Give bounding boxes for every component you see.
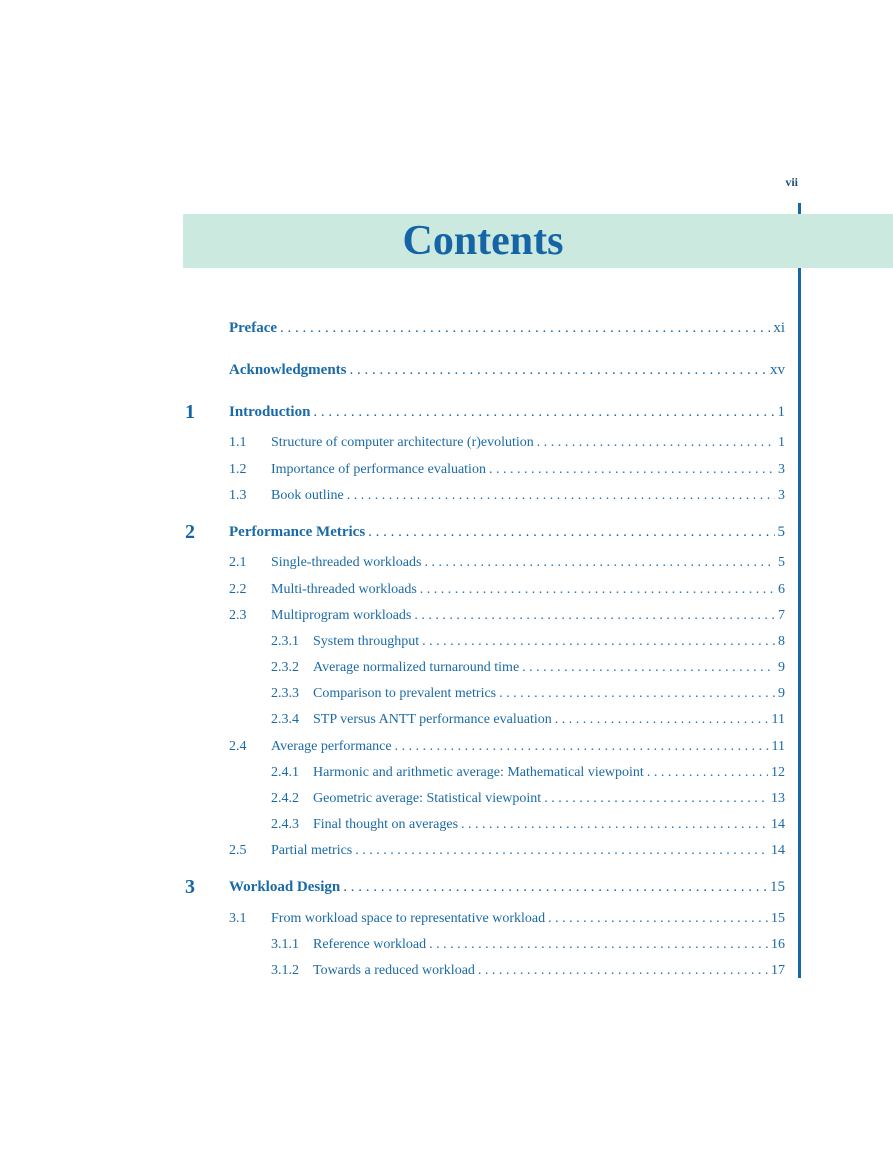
dot-leader [647, 763, 768, 783]
toc-subsection[interactable] [271, 658, 785, 678]
toc-subsection[interactable] [271, 789, 785, 809]
toc-entry-label: Geometric average: Statistical viewpoint [313, 791, 542, 806]
toc-entry-page: 15 [770, 879, 785, 895]
toc-chapter-workload-design[interactable] [229, 877, 785, 897]
dot-leader [350, 360, 767, 380]
subsection-number: 3.1.2 [271, 963, 299, 978]
dot-leader [368, 522, 774, 542]
toc-subsection[interactable] [271, 632, 785, 652]
section-number: 2.3 [229, 608, 247, 623]
toc-entry-page: 13 [771, 791, 785, 806]
dot-leader [461, 815, 768, 835]
dot-leader [422, 632, 775, 652]
subsection-number: 3.1.1 [271, 937, 299, 952]
toc-subsection[interactable] [271, 684, 785, 704]
toc-entry-label: Introduction [229, 404, 311, 420]
dot-leader [548, 909, 768, 929]
toc-subsection[interactable] [271, 710, 785, 730]
toc-subsection[interactable] [271, 815, 785, 835]
toc-entry-page: 9 [778, 686, 785, 701]
dot-leader [522, 658, 775, 678]
dot-leader [355, 841, 768, 861]
toc-entry-label: Book outline [271, 488, 344, 503]
dot-leader [489, 460, 775, 480]
toc-section[interactable] [229, 606, 785, 626]
toc-entry-page: 9 [778, 660, 785, 675]
toc-entry-acknowledgments[interactable] [229, 360, 785, 380]
toc-entry-page: xi [773, 320, 785, 336]
section-number: 2.1 [229, 555, 247, 570]
dot-leader [537, 433, 775, 453]
toc-entry-page: xv [770, 362, 785, 378]
dot-leader [347, 486, 775, 506]
toc-entry-label: Preface [229, 320, 278, 336]
subsection-number: 2.4.1 [271, 765, 299, 780]
toc-entry-page: 11 [771, 739, 785, 754]
toc-section[interactable] [229, 553, 785, 573]
toc-entry-label: Reference workload [313, 937, 427, 952]
dot-leader [280, 318, 770, 338]
toc-entry-page: 7 [778, 608, 785, 623]
toc-entry-label: Multiprogram workloads [271, 608, 412, 623]
toc-entry-page: 12 [771, 765, 785, 780]
toc-entry-page: 5 [778, 555, 785, 570]
dot-leader [420, 580, 775, 600]
dot-leader [313, 402, 774, 422]
dot-leader [414, 606, 775, 626]
dot-leader [499, 684, 775, 704]
toc-entry-label: Acknowledgments [229, 362, 347, 378]
section-number: 1.3 [229, 488, 247, 503]
section-number: 3.1 [229, 911, 247, 926]
toc-entry-label: Average performance [271, 739, 392, 754]
toc-subsection[interactable] [271, 935, 785, 955]
toc-entry-label: Final thought on averages [313, 817, 459, 832]
dot-leader [424, 553, 775, 573]
toc-entry-label: Partial metrics [271, 843, 353, 858]
toc-entry-page: 14 [771, 843, 785, 858]
margin-rule [798, 203, 801, 978]
toc-chapter-performance-metrics[interactable] [229, 522, 785, 542]
section-number: 2.2 [229, 582, 247, 597]
subsection-number: 2.3.1 [271, 634, 299, 649]
toc-entry-label: Importance of performance evaluation [271, 462, 486, 477]
subsection-number: 2.4.3 [271, 817, 299, 832]
subsection-number: 2.4.2 [271, 791, 299, 806]
toc-entry-label: Performance Metrics [229, 524, 366, 540]
toc-entry-label: Single-threaded workloads [271, 555, 422, 570]
toc-entry-label: Structure of computer architecture (r)evolution [271, 435, 534, 450]
toc-section[interactable] [229, 841, 785, 861]
dot-leader [429, 935, 768, 955]
chapter-number: 3 [185, 876, 195, 898]
toc-entry-page: 11 [771, 712, 785, 727]
toc-entry-page: 3 [778, 488, 785, 503]
toc-section[interactable] [229, 909, 785, 929]
section-number: 1.1 [229, 435, 247, 450]
section-number: 2.4 [229, 739, 247, 754]
dot-leader [395, 737, 769, 757]
section-number: 1.2 [229, 462, 247, 477]
toc-entry-preface[interactable] [229, 318, 785, 338]
toc-entry-label: Harmonic and arithmetic average: Mathematical viewpoint [313, 765, 644, 780]
toc-section[interactable] [229, 486, 785, 506]
dot-leader [544, 789, 768, 809]
toc-entry-page: 3 [778, 462, 785, 477]
toc-section[interactable] [229, 433, 785, 453]
toc-entry-page: 15 [771, 911, 785, 926]
toc-entry-label: Multi-threaded workloads [271, 582, 417, 597]
dot-leader [478, 961, 768, 981]
subsection-number: 2.3.2 [271, 660, 299, 675]
toc-entry-page: 6 [778, 582, 785, 597]
toc-entry-page: 1 [778, 435, 785, 450]
toc-entry-label: From workload space to representative workload [271, 911, 546, 926]
toc-subsection[interactable] [271, 961, 785, 981]
toc-section[interactable] [229, 460, 785, 480]
toc-entry-page: 8 [778, 634, 785, 649]
toc-entry-label: Workload Design [229, 879, 341, 895]
chapter-number: 1 [185, 401, 195, 423]
toc-entry-label: Average normalized turnaround time [313, 660, 520, 675]
toc-entry-page: 17 [771, 963, 785, 978]
section-number: 2.5 [229, 843, 247, 858]
toc-entry-page: 5 [777, 524, 785, 540]
toc-entry-page: 1 [777, 404, 785, 420]
toc-entry-page: 14 [771, 817, 785, 832]
dot-leader [343, 877, 767, 897]
toc-section[interactable] [229, 580, 785, 600]
toc-entry-label: Comparison to prevalent metrics [313, 686, 497, 701]
toc-entry-label: STP versus ANTT performance evaluation [313, 712, 552, 727]
page-title: Contents [402, 218, 564, 264]
toc-section[interactable] [229, 737, 785, 757]
subsection-number: 2.3.4 [271, 712, 299, 727]
subsection-number: 2.3.3 [271, 686, 299, 701]
toc-chapter-introduction[interactable] [229, 402, 785, 422]
toc-subsection[interactable] [271, 763, 785, 783]
toc-entry-label: System throughput [313, 634, 420, 649]
toc-entry-label: Towards a reduced workload [313, 963, 475, 978]
toc-entry-page: 16 [771, 937, 785, 952]
page-number: vii [785, 175, 798, 189]
dot-leader [555, 710, 769, 730]
chapter-number: 2 [185, 521, 195, 543]
